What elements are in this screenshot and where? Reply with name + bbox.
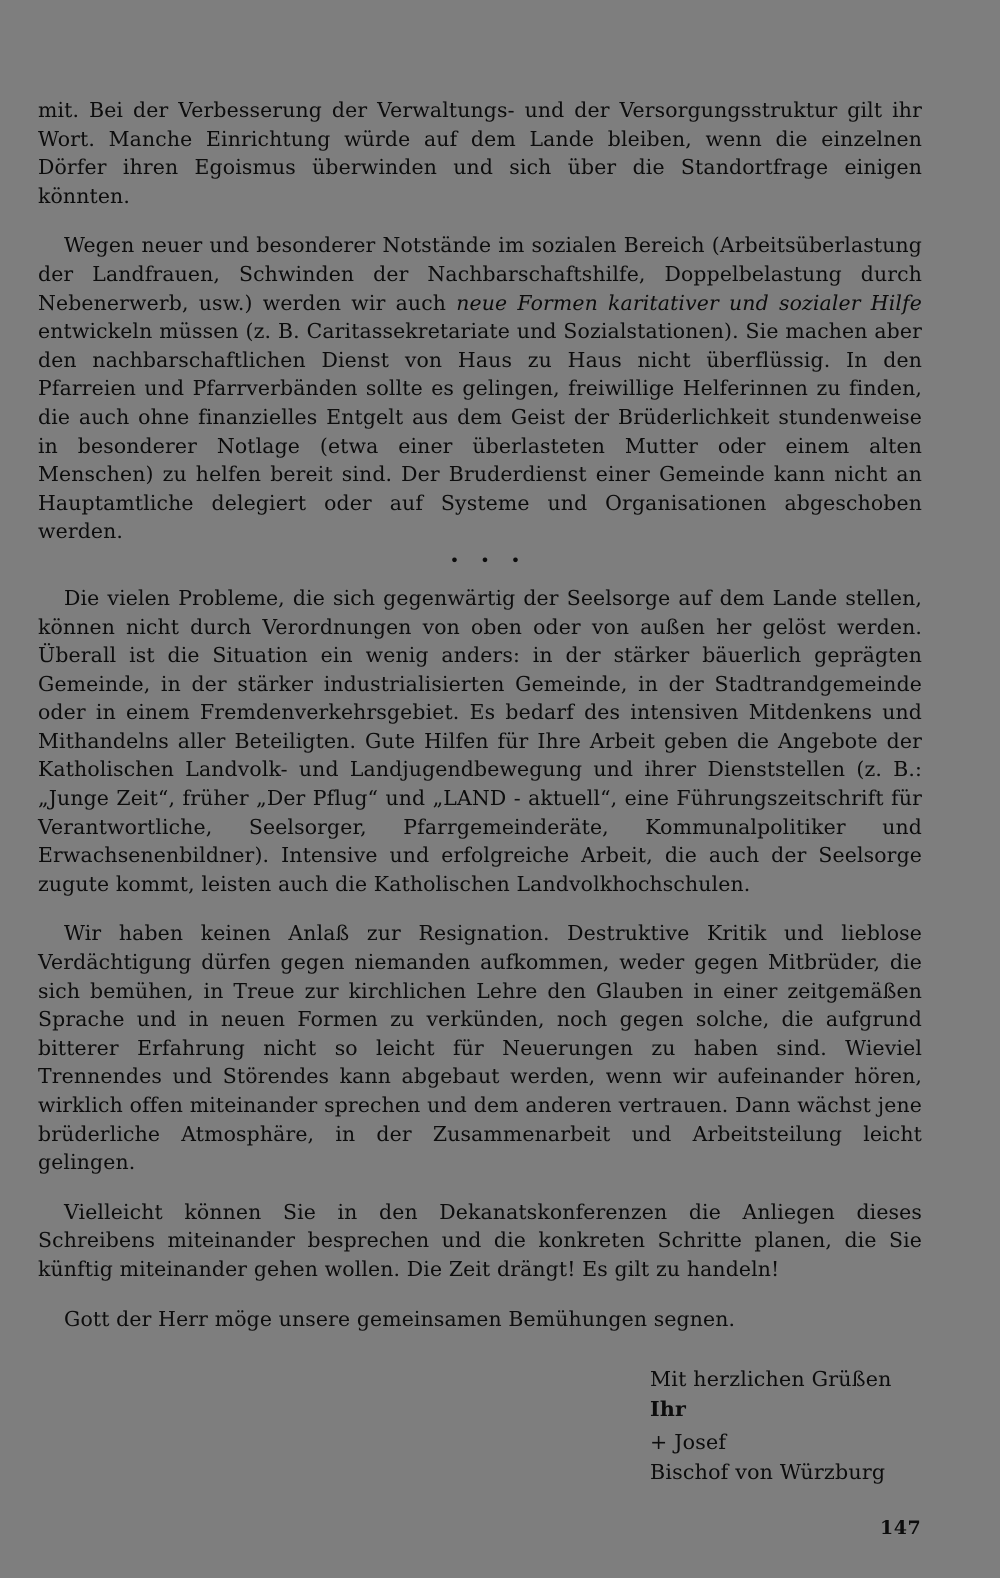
signature-name: + Josef [650, 1430, 727, 1454]
paragraph-1: mit. Bei der Verbesserung der Verwaltungs- und der Versorgungsstruktur gilt ihr Wort. Manche Einrichtung würde auf dem Lande bleiben, wenn die einzelnen Dörfer ihren Egoismus überwinden und sich über die Standortfrage einigen könnten. [38, 98, 922, 208]
signature-title: Bischof von Würzburg [650, 1460, 886, 1484]
document-body [38, 96, 922, 1368]
page-number: 147 [880, 1517, 922, 1539]
signature-block [650, 1364, 892, 1487]
paragraph-2-italic-phrase: neue Formen karitativer und sozialer Hilfe [456, 290, 923, 315]
paragraph-2 [38, 231, 922, 546]
signature-greeting: Mit herzlichen Grüßen [650, 1367, 892, 1391]
paragraph-6: Gott der Herr möge unsere gemeinsamen Bemühungen segnen. [64, 1306, 736, 1331]
paragraph-5: Vielleicht können Sie in den Dekanatskonferenzen die Anliegen dieses Schreibens miteinander besprechen und die konkreten Schritte planen, die Sie künftig miteinander gehen wollen. Die Zeit drängt! Es gilt zu handeln! [38, 1199, 922, 1281]
paragraph-3: Die vielen Probleme, die sich gegenwärtig der Seelsorge auf dem Lande stellen, können nicht durch Verordnungen von oben oder von außen her gelöst werden. Überall ist die Situation ein wenig anders: in der stärker bäuerlich geprägten Gemeinde, in der stärker industrialisierten Gemeinde, in der Stadtrandgemeinde oder in einem Fremdenverkehrsgebiet. Es bedarf des intensiven Mitdenkens und Mithandelns aller Beteiligten. Gute Hilfen für Ihre Arbeit geben die Angebote der Katholischen Landvolk- und Landjugendbewegung und ihrer Dienststellen (z. B.: „Junge Zeit“, früher „Der Pflug“ und „LAND - aktuell“, eine Führungszeitschrift für Verantwortliche, Seelsorger, Pfarrgemeinderäte, Kommunalpolitiker und Erwachsenenbildner). Intensive und erfolgreiche Arbeit, die auch der Seelsorge zugute kommt, leisten auch die Katholischen Landvolkhochschulen. [38, 585, 922, 896]
paragraph-2-text-start: Wegen neuer und besonderer Notstände im sozialen Bereich (Arbeitsüberlastung der Landfrauen, Schwinden der Nachbarschaftshilfe, Doppelbelastung durch Nebenerwerb, usw.) werden wir auch [38, 233, 922, 315]
paragraph-2-text-end: entwickeln müssen (z. B. Caritassekretariate und Sozialstationen). Sie machen aber den nachbarschaftlichen Dienst von Haus zu Haus nicht überflüssig. In den Pfarreien und Pfarrverbänden sollte es gelingen, freiwillige Helferinnen zu finden, die auch ohne finanzielles Entgelt aus dem Geist der Brüderlichkeit stundenweise in besonderer Notlage (etwa einer überlasteten Mutter oder einem alten Menschen) zu helfen bereit sind. Der Bruderdienst einer Gemeinde kann nicht an Hauptamtliche delegiert oder auf Systeme und Organisationen abgeschoben werden. [38, 319, 922, 544]
paragraph-4: Wir haben keinen Anlaß zur Resignation. Destruktive Kritik und lieblose Verdächtigung dürfen gegen niemanden aufkommen, weder gegen Mitbrüder, die sich bemühen, in Treue zur kirchlichen Lehre den Glauben in einer zeitgemäßen Sprache und in neuen Formen zu verkünden, noch gegen solche, die aufgrund bitterer Erfahrung nicht so leicht für Neuerungen zu haben sind. Wieviel Trennendes und Störendes kann abgebaut werden, wenn wir aufeinander hören, wirklich offen miteinander sprechen und dem anderen vertrauen. Dann wächst jene brüderliche Atmosphäre, in der Zusammenarbeit und Arbeitsteilung leicht gelingen. [38, 921, 922, 1175]
signature-ihr: Ihr [650, 1397, 687, 1421]
section-separator: • • • [449, 550, 529, 570]
